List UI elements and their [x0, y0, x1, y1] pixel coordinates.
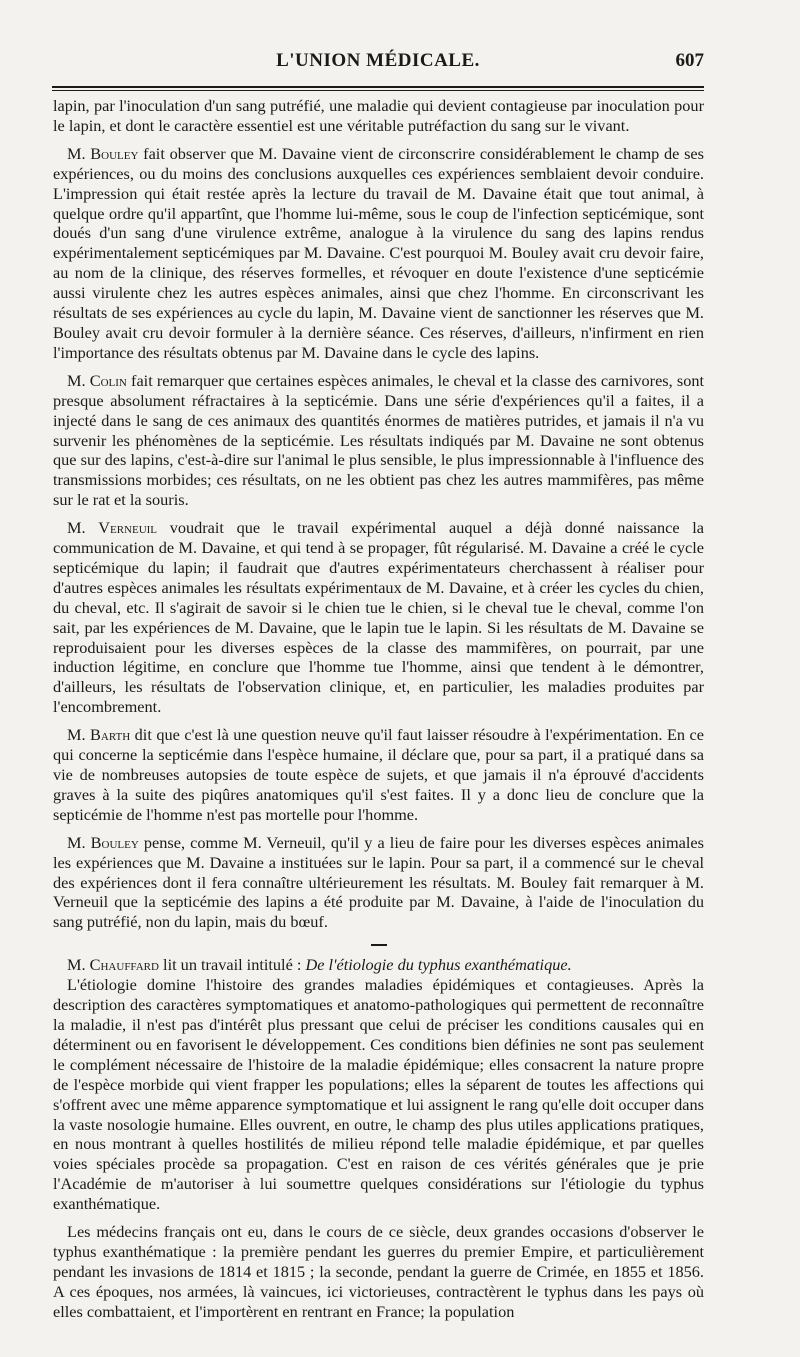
speaker-name: Colin: [89, 370, 127, 390]
paragraph-barth: M. Barth dit que c'est là une question neuve qu'il faut laisser résoudre à l'expérimentation. En ce qui concerne la septicémie dans l'espèce humaine, il déclare que, pour sa part, il a pratiqué dans sa vie de nombreuses autopsies de toute espèce de sujets, et que jamais il n'a éprouvé d'accidents graves à la suite des piqûres anatomiques qu'il s'est faites. Il y a donc lieu de conclure que la septicémie de l'homme n'est pas mortelle pour l'homme.: [53, 725, 704, 824]
running-title: L'UNION MÉDICALE.: [276, 50, 480, 71]
paragraph-etiologie: L'étiologie domine l'histoire des grandes maladies épidémiques et contagieuses. Après la description des caractères symptomatiques et anatomo-pathologiques qui permettent de reconnaître la maladie, il n'est pas d'intérêt plus pressant que celui de préciser les conditions causales qui en déterminent ou en favorisent le développement. Ces conditions bien définies ne sont pas seulement le complément nécessaire de l'histoire de la maladie épidémique; elles consacrent la nature propre de l'espèce morbide qui vient frapper les populations; elles la séparent de toutes les affections qui s'offrent avec une même apparence symptomatique et lui assignent le rang qu'elle doit occuper dans la vaste nosologie humaine. Elles ouvrent, en outre, le champ des plus utiles applications pratiques, en nous montrant à quelles hostilités de milieu répond telle maladie épidémique, et par quelles voies spéciales procède sa propagation. C'est en raison de ces vérités générales que je prie l'Académie de m'autoriser à lui soumettre quelques considérations sur l'étiologie du typhus exanthématique.: [53, 975, 704, 1214]
page-number: 607: [675, 50, 704, 71]
paragraph-colin: M. Colin fait remarquer que certaines espèces animales, le cheval et la classe des carnivores, sont presque absolument réfractaires à la septicémie. Dans une série d'expériences qu'il a faites, il a injecté dans le sang de ces animaux des quantités énormes de matières putrides, et jamais il n'a vu survenir les phénomènes de la septicémie. Les résultats indiqués par M. Davaine ne sont obtenus que sur des lapins, c'est-à-dire sur l'animal le plus sensible, le plus impressionnable à l'influence des transmissions morbides; ces résultats, on ne les obtient pas chez les autres mammifères, pas même sur le rat et la souris.: [53, 370, 704, 510]
paragraph-verneuil: M. Verneuil voudrait que le travail expérimental auquel a déjà donné naissance la communication de M. Davaine, et qui tend à se propager, fût régularisé. M. Davaine a créé le cycle septicémique du lapin; il faudrait que d'autres expérimentateurs cherchassent à réaliser pour d'autres espèces animales les résultats expérimentaux de M. Davaine, et à créer les cycles du chien, du cheval, etc. Il s'agirait de savoir si le chien tue le chien, si le cheval tue le cheval, comme l'on sait, par les expériences de M. Davaine, que le lapin tue le lapin. Si les résultats de M. Davaine se reproduisaient pour les diverses espèces de la classe des mammifères, on pourrait, par une induction légitime, en conclure que l'homme tue l'homme, ainsi que tendent à le démontrer, d'ailleurs, les résultats de l'observation clinique, et, en particulier, les maladies produites par l'encombrement.: [53, 518, 704, 717]
work-title: De l'étiologie du typhus exanthématique.: [305, 955, 572, 975]
speaker-name: Chauffard: [89, 955, 159, 975]
speaker-name: Bouley: [90, 832, 139, 852]
speaker-name: Bouley: [90, 143, 139, 163]
speaker-name: Verneuil: [98, 518, 158, 538]
paragraph-bouley-2: M. Bouley pense, comme M. Verneuil, qu'il y a lieu de faire pour les diverses espèces animales les expériences que M. Davaine a instituées sur le lapin. Pour sa part, il a commencé sur le cheval des expériences dont il fera connaître ultérieurement les résultats. M. Bouley fait remarquer à M. Verneuil que la septicémie des lapins a été produite par M. Davaine, à l'aide de l'inoculation du sang putréfié, non du lapin, mais du bœuf.: [53, 832, 704, 932]
paragraph-bouley: M. Bouley fait observer que M. Davaine vient de circonscrire considérablement le champ de ses expériences, ou du moins des conclusions auxquelles ces expériences semblaient devoir conduire. L'impression qui était restée après la lecture du travail de M. Davaine était que tout animal, à quelque ordre qu'il appartînt, que l'homme lui-même, sous le coup de l'infection septicémique, sont doués d'un sang d'une virulence extrême, analogue à la virulence du sang des lapins rendus expérimentalement septicémiques par M. Davaine. C'est pourquoi M. Bouley avait cru devoir faire, au nom de la clinique, des réserves formelles, et révoquer en doute l'existence d'une septicémie aussi virulente chez les autres espèces animales, ainsi que chez l'homme. En circonscrivant les résultats de ses expériences au cycle du lapin, M. Davaine vient de sanctionner les réserves que M. Bouley avait cru devoir formuler à la dernière séance. Ces réserves, d'ailleurs, n'infirment en rien l'importance des résultats obtenus par M. Davaine dans le cycle des lapins.: [53, 143, 704, 362]
header-rule-thin: [52, 90, 704, 91]
paragraph-continuation: lapin, par l'inoculation d'un sang putréfié, une maladie qui devient contagieuse par inoculation pour le lapin, et dont le caractère essentiel est une véritable putréfaction du sang sur le vivant.: [53, 96, 704, 135]
header-rule-thick: [52, 86, 704, 88]
speaker-name: Barth: [90, 725, 131, 745]
page-header: [52, 50, 704, 78]
paragraph-chauffard: M. Chauffard lit un travail intitulé : De l'étiologie du typhus exanthématique.: [67, 955, 572, 975]
article-body: [53, 96, 704, 1322]
section-separator: [53, 936, 704, 955]
paragraph-medecins: Les médecins français ont eu, dans le cours de ce siècle, deux grandes occasions d'observer le typhus exanthématique : la première pendant les guerres du premier Empire, et particulièrement pendant les invasions de 1814 et 1815 ; la seconde, pendant la guerre de Crimée, en 1855 et 1856. A ces époques, nos armées, là vaincues, ici victorieuses, contractèrent le typhus dans les pays où elles combattaient, et l'importèrent en rentrant en France; la population: [53, 1222, 704, 1321]
